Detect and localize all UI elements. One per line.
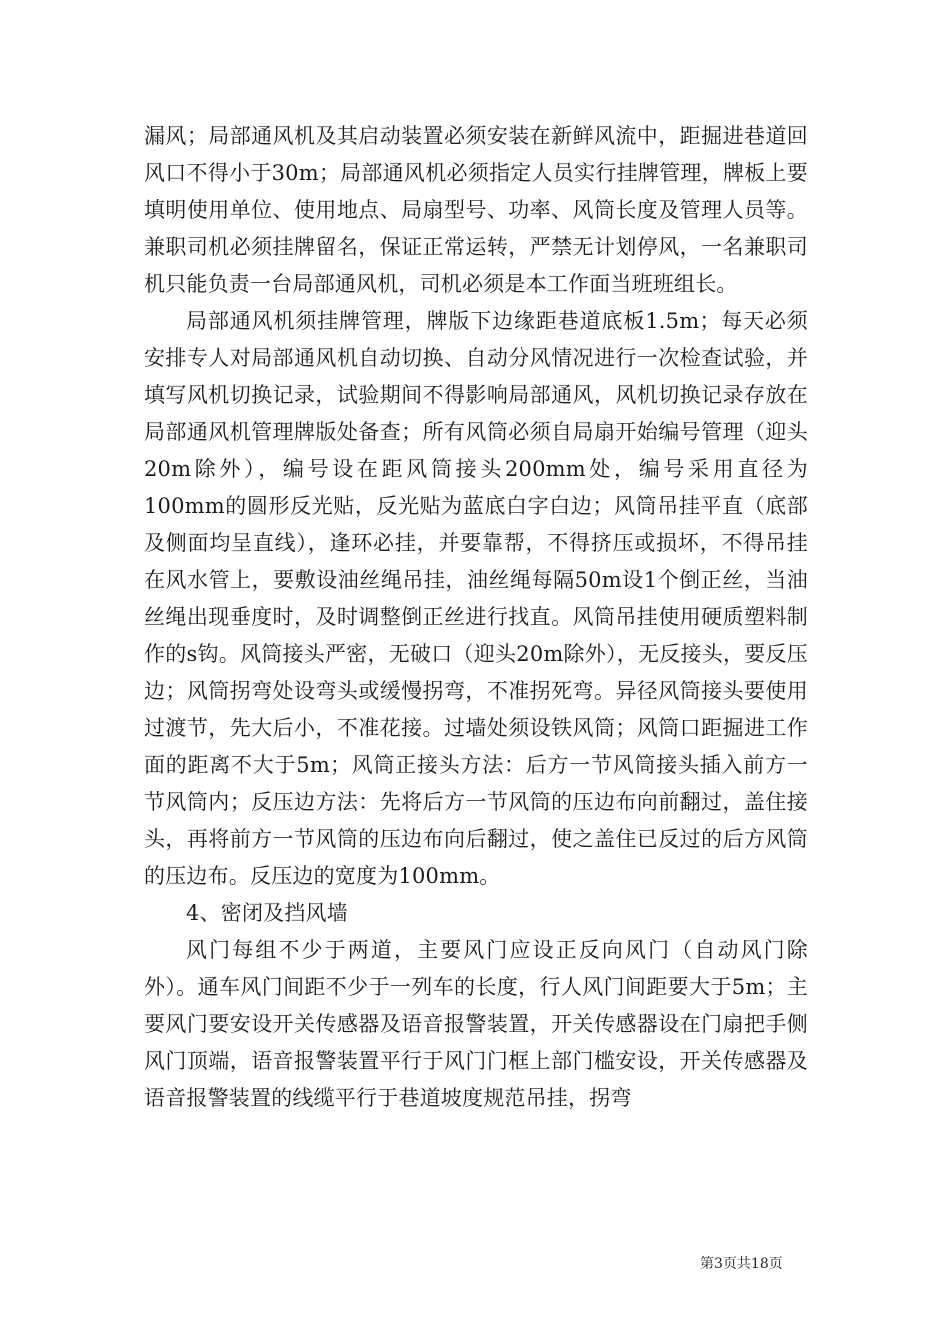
paragraph-air-door: 风门每组不少于两道，主要风门应设正反向风门（自动风门除外）。通车风门间距不少于一列车的长度，行人风门间距要大于5m；主要风门要安设开关传感器及语音报警装置，开关传感器设在门扇把手侧风门顶端，语音报警装置平行于风门门框上部门槛安设，开关传感器及语音报警装置的线缆平行于巷道坡度规范吊挂，拐弯 bbox=[144, 938, 808, 1110]
paragraph-continuation: 漏风；局部通风机及其启动装置必须安装在新鲜风流中，距掘进巷道回风口不得小于30m；局部通风机必须指定人员实行挂牌管理，牌板上要填明使用单位、使用地点、局扇型号、功率、风筒长度及管理人员等。兼职司机必须挂牌留名，保证正常运转，严禁无计划停风，一名兼职司机只能负责一台局部通风机，司机必须是本工作面当班班组长。 bbox=[144, 124, 808, 296]
document-body bbox=[144, 118, 808, 1117]
paragraph-local-fan-management: 局部通风机须挂牌管理，牌版下边缘距巷道底板1.5m；每天必须安排专人对局部通风机自动切换、自动分风情况进行一次检查试验，并填写风机切换记录，试验期间不得影响局部通风，风机切换记录存放在局部通风机管理牌版处备查；所有风筒必须自局扇开始编号管理（迎头20m除外），编号设在距风筒接头200mm处，编号采用直径为100mm的圆形反光贴，反光贴为蓝底白字白边；风筒吊挂平直（底部及侧面均呈直线），逢环必挂，并要靠帮，不得挤压或损坏，不得吊挂在风水管上，要敷设油丝绳吊挂，油丝绳每隔50m设1个倒正丝，当油丝绳出现垂度时，及时调整倒正丝进行找直。风筒吊挂使用硬质塑料制作的s钩。风筒接头严密，无破口（迎头20m除外），无反接头，要反压边；风筒拐弯处设弯头或缓慢拐弯，不准拐死弯。异径风筒接头要使用过渡节，先大后小，不准花接。过墙处须设铁风筒；风筒口距掘进工作面的距离不大于5m；风筒正接头方法：后方一节风筒接头插入前方一节风筒内；反压边方法：先将后方一节风筒的压边布向前翻过，盖住接头，再将前方一节风筒的压边布向后翻过，使之盖住已反过的后方风筒的压边布。反压边的宽度为100mm。 bbox=[144, 309, 808, 888]
section-heading-seal-wall: 4、密闭及挡风墙 bbox=[186, 901, 348, 925]
page-number: 第3页共18页 bbox=[700, 1256, 783, 1272]
